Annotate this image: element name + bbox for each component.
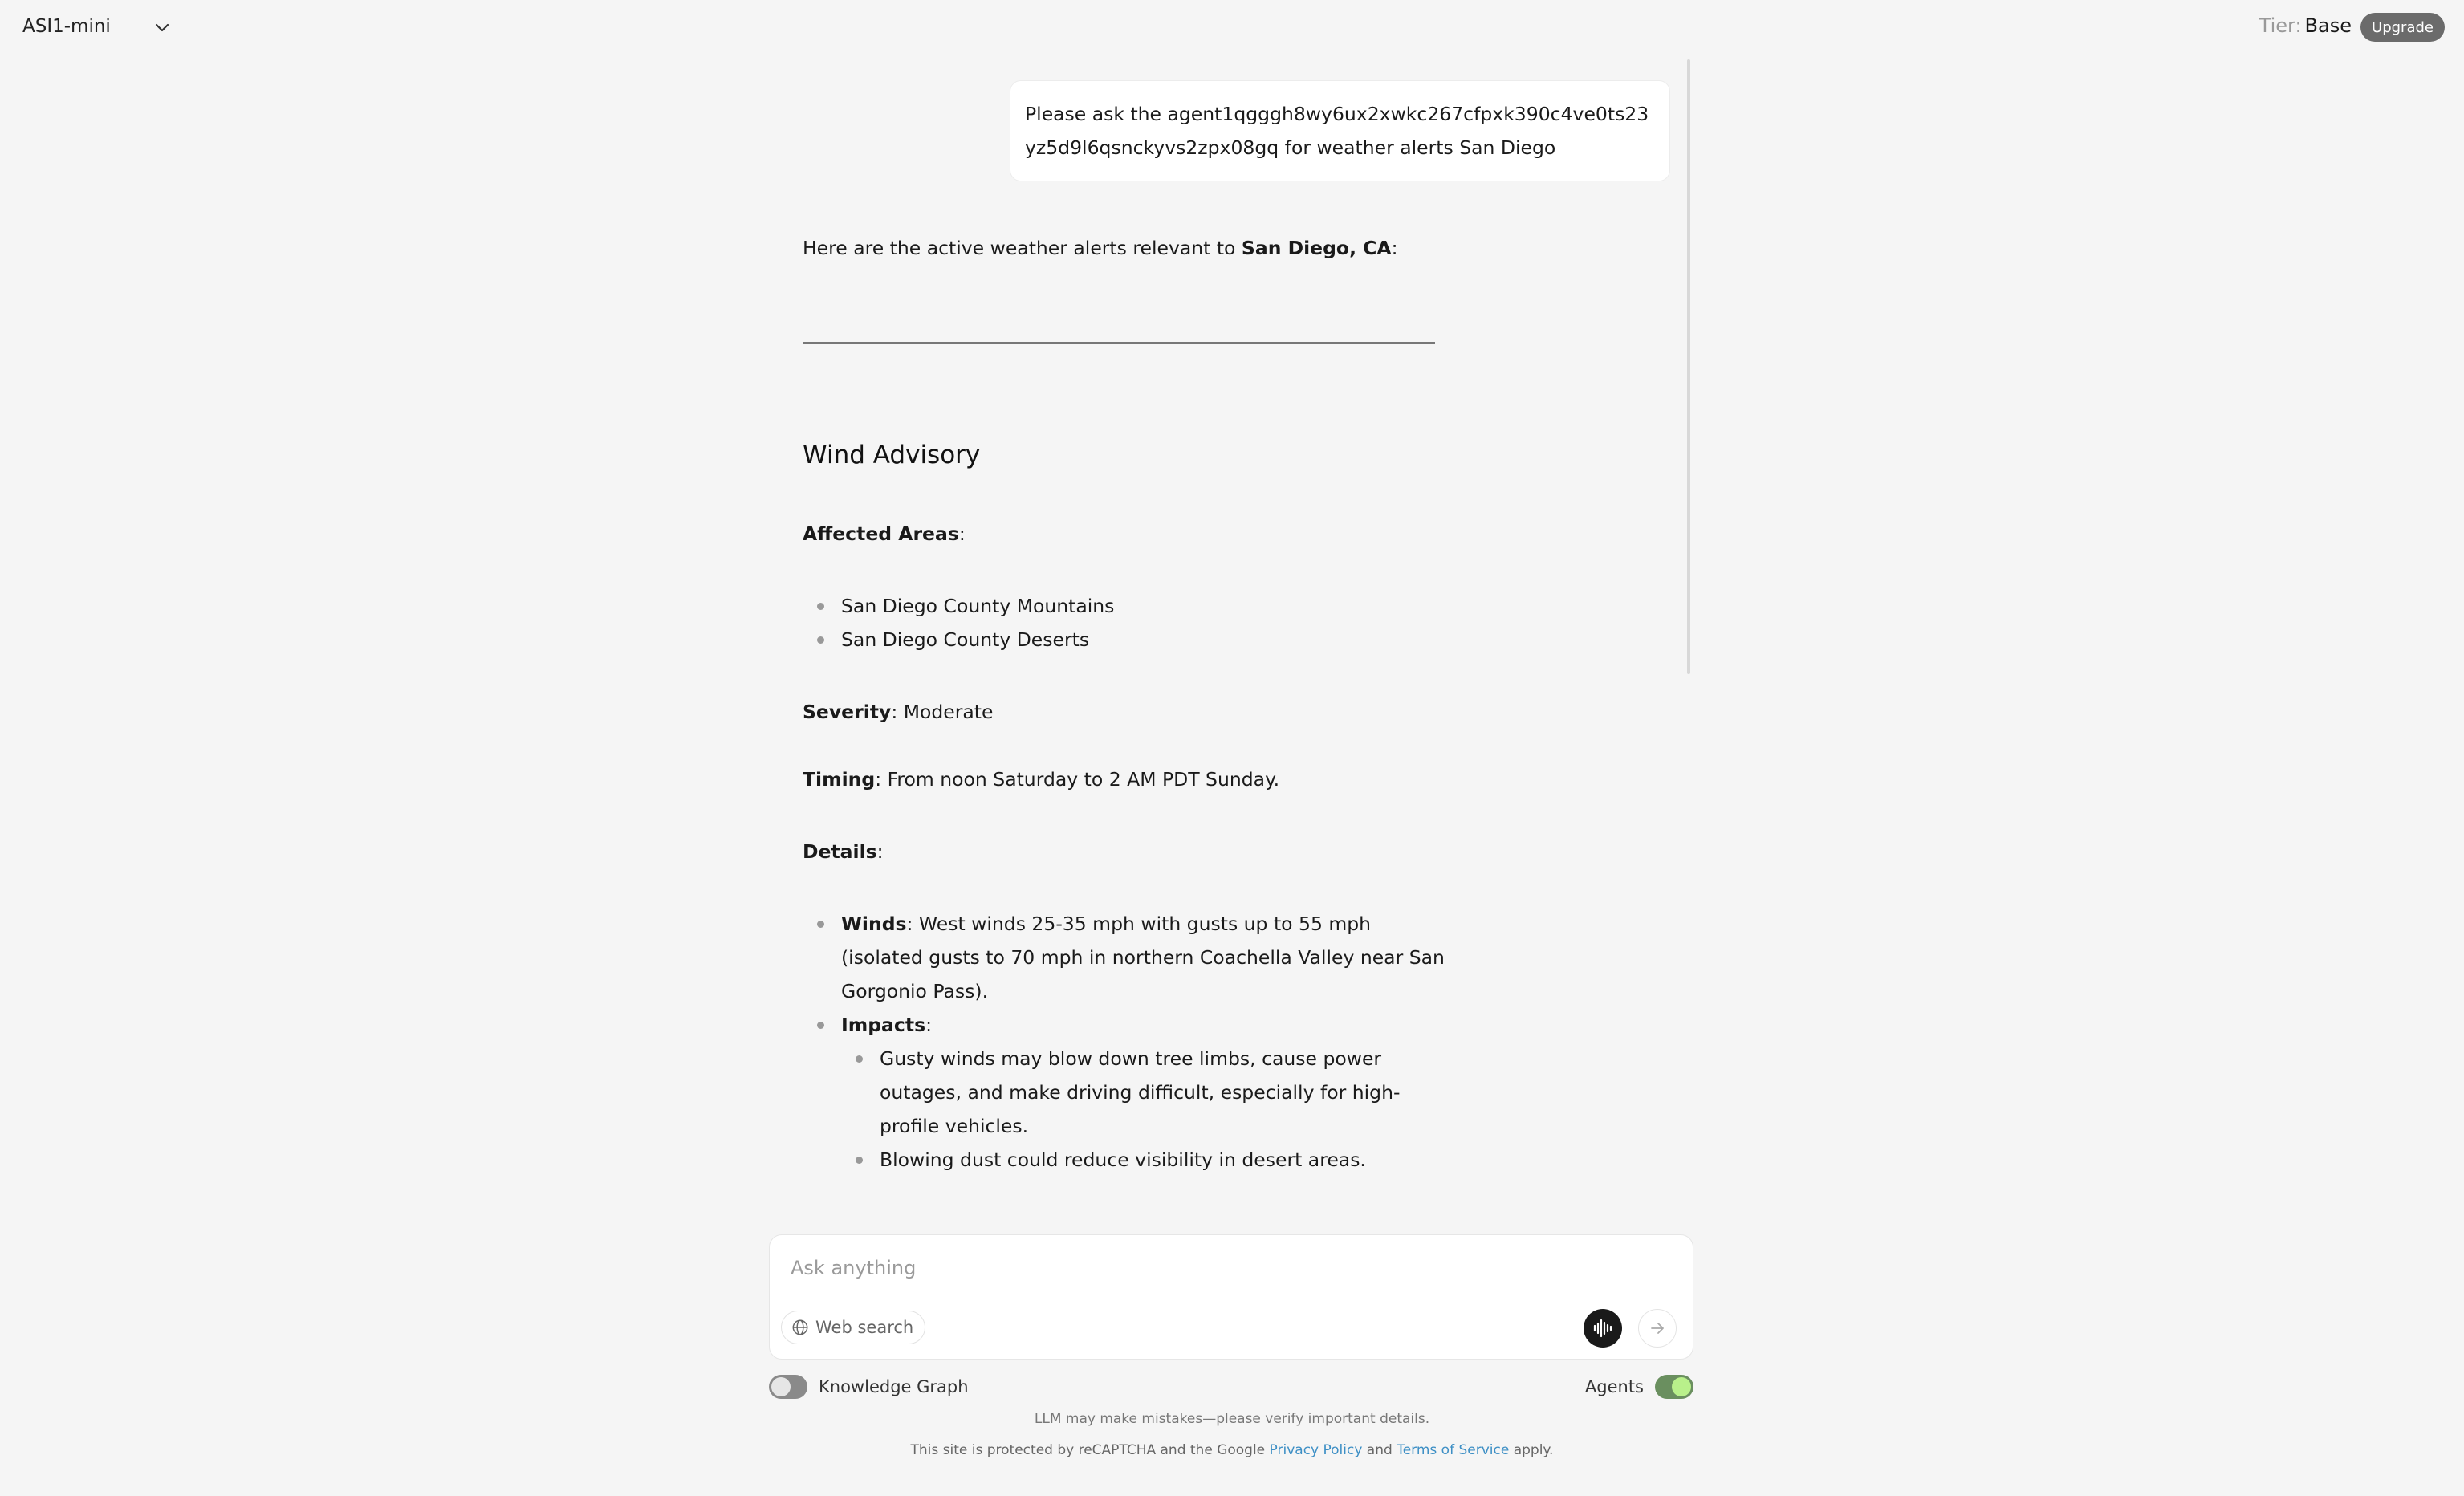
and-text: and — [1362, 1442, 1397, 1458]
winds-label: Winds — [841, 913, 907, 935]
intro-location: San Diego, CA — [1241, 237, 1392, 259]
waveform-icon — [1591, 1316, 1615, 1340]
intro-text: Here are the active weather alerts relevant to — [803, 237, 1242, 259]
timing-label: Timing — [803, 768, 876, 791]
upgrade-button[interactable]: Upgrade — [2360, 13, 2445, 42]
web-search-button[interactable] — [781, 1311, 925, 1344]
tier-value: Base — [2304, 14, 2352, 37]
list-item: Gusty winds may blow down tree limbs, cause power outages, and make driving difficult, especially for high-profile vehicles. — [841, 1042, 1445, 1143]
agents-toggle-row — [1585, 1375, 1693, 1399]
agents-toggle[interactable] — [1655, 1375, 1693, 1399]
composer — [769, 1234, 1693, 1360]
recaptcha-notice — [0, 1442, 2464, 1458]
voice-button[interactable] — [1584, 1309, 1622, 1348]
arrow-right-icon — [1648, 1319, 1667, 1338]
severity-label: Severity — [803, 701, 892, 723]
tier-indicator — [2259, 14, 2352, 37]
affected-areas-heading: Affected Areas: — [803, 522, 966, 545]
alert-title: Wind Advisory — [803, 441, 981, 470]
details-heading: Details: — [803, 840, 884, 863]
top-bar — [0, 0, 2464, 53]
timing-value: : From noon Saturday to 2 AM PDT Sunday. — [875, 768, 1280, 791]
list-item: San Diego County Deserts — [803, 623, 1445, 657]
list-item — [803, 907, 1445, 1008]
chevron-down-icon — [152, 18, 172, 37]
assistant-message — [803, 231, 1445, 1177]
user-message: Please ask the agent1qgggh8wy6ux2xwkc267cfpxk390c4ve0ts23yz5d9l6qsnckyvs2zpx08gq for weather alerts San Diego — [1010, 80, 1670, 181]
agents-label: Agents — [1584, 1377, 1644, 1396]
list-item: Blowing dust could reduce visibility in desert areas. — [841, 1143, 1445, 1177]
disclaimer: LLM may make mistakes—please verify important details. — [1034, 1411, 1430, 1427]
divider — [803, 342, 1435, 344]
impacts-label: Impacts — [841, 1014, 926, 1036]
list-item: San Diego County Mountains — [803, 589, 1445, 623]
details-label: Details — [803, 840, 877, 863]
tier-label: Tier: — [2259, 14, 2302, 37]
terms-of-service-link[interactable]: Terms of Service — [1397, 1442, 1510, 1458]
recaptcha-prefix: This site is protected by reCAPTCHA and the Google — [910, 1442, 1270, 1458]
timing-line — [803, 762, 1445, 796]
message-input[interactable] — [789, 1251, 1592, 1285]
model-name: ASI1-mini — [22, 16, 111, 37]
winds-value: : West winds 25-35 mph with gusts up to 55 mph (isolated gusts to 70 mph in northern Coachella Valley near San Gorgonio Pass). — [841, 913, 1445, 1002]
severity-line — [803, 695, 1445, 729]
send-button[interactable] — [1638, 1309, 1677, 1348]
affected-areas-label: Affected Areas — [803, 522, 959, 545]
model-selector[interactable] — [22, 13, 111, 40]
affected-areas-list — [803, 589, 1445, 657]
knowledge-graph-label: Knowledge Graph — [819, 1377, 969, 1396]
answer-intro — [803, 231, 1445, 265]
privacy-policy-link[interactable]: Privacy Policy — [1269, 1442, 1363, 1458]
impacts-list — [841, 1042, 1445, 1177]
list-item: Impacts: Gusty winds may blow down tree limbs, cause power outages, and make driving difficult, especially for high-profile vehicles. Blowing dust could reduce visibility in desert areas. — [803, 1008, 1445, 1177]
recaptcha-suffix: apply. — [1509, 1442, 1554, 1458]
severity-value: : Moderate — [891, 701, 994, 723]
chat-scrollbar[interactable] — [1687, 59, 1690, 674]
knowledge-graph-toggle[interactable] — [769, 1375, 807, 1399]
web-search-label: Web search — [815, 1318, 914, 1337]
chat-thread — [769, 56, 1692, 1220]
intro-suffix: : — [1391, 237, 1398, 259]
globe-icon — [791, 1319, 809, 1336]
toggle-knob — [771, 1377, 791, 1396]
details-list — [803, 907, 1445, 1177]
knowledge-graph-toggle-row — [769, 1375, 969, 1399]
toggle-knob — [1672, 1377, 1691, 1396]
